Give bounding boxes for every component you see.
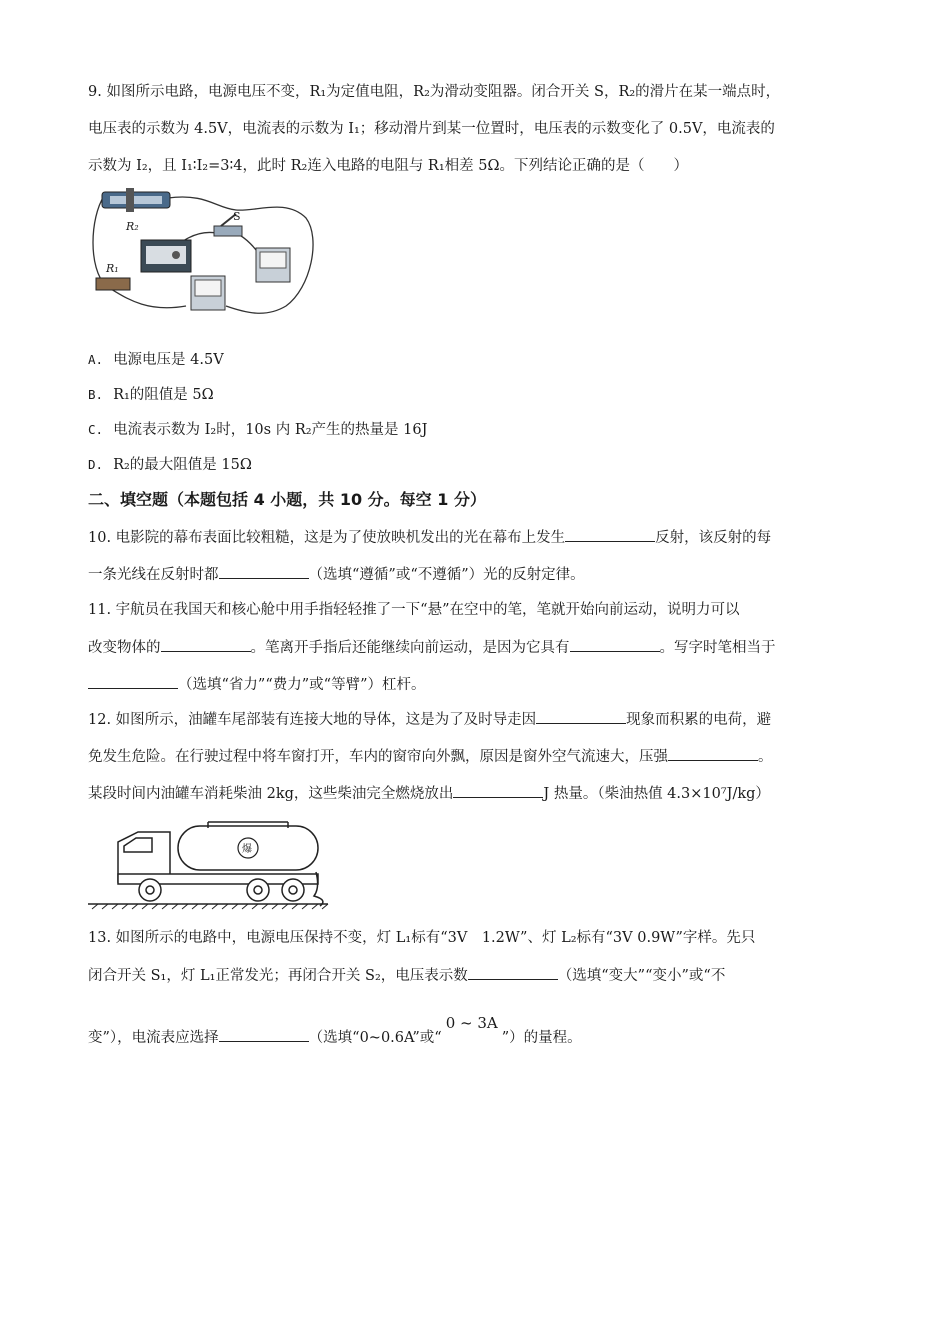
q12-line-3	[88, 783, 770, 804]
q11-blank-2[interactable]	[570, 637, 660, 652]
q13-text-3a: 变”），电流表应选择	[88, 1030, 219, 1046]
q9-line-1: 9. 如图所示电路，电源电压不变，R₁为定值电阻，R₂为滑动变阻器。闭合开关 S，R₂的滑片在某一端点时，	[88, 84, 781, 100]
q10-blank-1[interactable]	[565, 527, 655, 542]
option-letter: A.	[88, 352, 104, 367]
option-text: R₁的阻值是 5Ω	[113, 387, 214, 403]
q11-text-3: （选填“省力”“费力”或“等臂”）杠杆。	[178, 677, 426, 693]
q13-line-3	[88, 1014, 582, 1048]
q10-text-2b: （选填“遵循”或“不遵循”）光的反射定律。	[308, 567, 585, 583]
q12-text-2a: 免发生危险。在行驶过程中将车窗打开，车内的窗帘向外飘，原因是窗外空气流速大，压强	[88, 749, 668, 765]
label-r2: R₂	[126, 220, 139, 233]
label-r1: R₁	[106, 262, 119, 275]
q12-blank-1[interactable]	[536, 709, 626, 724]
option-text: 电流表示数为 I₂时，10s 内 R₂产生的热量是 16J	[113, 422, 428, 438]
q11-blank-1[interactable]	[161, 637, 251, 652]
q11-text-2c: 。写字时笔相当于	[659, 640, 776, 656]
q12-text-1b: 现象而积累的电荷，避	[626, 712, 772, 728]
option-letter: D.	[88, 457, 104, 472]
q13-line-2	[88, 965, 725, 986]
section-2-title: 二、填空题（本题包括 4 小题，共 10 分。每空 1 分）	[88, 490, 486, 509]
q10-text-1a: 10. 电影院的幕布表面比较粗糙，这是为了使放映机发出的光在幕布上发生	[88, 530, 566, 546]
q13-text-2b: （选填“变大”“变小”或“不	[557, 968, 726, 984]
q12-line-1	[88, 709, 771, 730]
q11-blank-3[interactable]	[88, 674, 178, 689]
q9-option-c[interactable]	[88, 420, 427, 440]
q12-text-3a: 某段时间内油罐车消耗柴油 2kg，这些柴油完全燃烧放出	[88, 786, 454, 802]
q13-text-3b: （选填“0~0.6A”或“	[308, 1030, 442, 1046]
option-letter: B.	[88, 387, 104, 402]
circuit-figure-q9	[86, 188, 326, 323]
q12-text-2b: 。	[758, 749, 773, 765]
q9-line-2: 电压表的示数为 4.5V，电流表的示数为 I₁；移动滑片到某一位置时，电压表的示数变化了 0.5V，电流表的	[88, 121, 775, 137]
option-text: R₂的最大阻值是 15Ω	[113, 457, 252, 473]
tank-warning-label: 爆	[242, 844, 252, 855]
q13-line-1: 13. 如图所示的电路中，电源电压保持不变，灯 L₁标有“3V 1.2W”、灯 L₂标有“3V 0.9W”字样。先只	[88, 930, 756, 946]
label-s: S	[233, 210, 241, 223]
q10-line-2	[88, 564, 585, 585]
q11-text-2a: 改变物体的	[88, 640, 161, 656]
q13-text-2a: 闭合开关 S₁，灯 L₁正常发光；再闭合开关 S₂，电压表示数	[88, 968, 468, 984]
q10-line-1	[88, 527, 771, 548]
resistor-r1	[96, 278, 130, 290]
option-letter: C.	[88, 422, 104, 437]
q9-option-b[interactable]	[88, 385, 214, 405]
q9-line-3: 示数为 I₂，且 I₁∶I₂=3∶4，此时 R₂连入电路的电阻与 R₁相差 5Ω。下列结论正确的是（ ）	[88, 158, 689, 174]
q13-blank-2[interactable]	[219, 1027, 309, 1042]
q12-text-1a: 12. 如图所示，油罐车尾部装有连接大地的导体，这是为了及时导走因	[88, 712, 537, 728]
q11-text-2b: 。笔离开手指后还能继续向前运动，是因为它具有	[250, 640, 570, 656]
q12-text-3b: J 热量。（柴油热值 4.3×10⁷J/kg）	[543, 786, 770, 802]
q12-blank-3[interactable]	[453, 783, 543, 798]
q10-text-2a: 一条光线在反射时都	[88, 567, 219, 583]
q12-line-2	[88, 746, 773, 767]
q11-line-3	[88, 674, 425, 695]
q12-blank-2[interactable]	[668, 746, 758, 761]
q11-line-2	[88, 637, 776, 658]
q13-text-3d: ”）的量程。	[501, 1030, 582, 1046]
q10-text-1b: 反射，该反射的每	[655, 530, 772, 546]
q13-blank-1[interactable]	[468, 965, 558, 980]
tanker-truck-figure	[88, 812, 338, 914]
switch-s	[214, 226, 242, 236]
q10-blank-2[interactable]	[219, 564, 309, 579]
q9-option-a[interactable]	[88, 350, 224, 370]
q11-line-1: 11. 宇航员在我国天和核心舱中用手指轻轻推了一下“悬”在空中的笔，笔就开始向前运动，说明力可以	[88, 602, 740, 618]
range-0-3a-label: 0 ~ 3A	[445, 1014, 498, 1032]
q9-option-d[interactable]	[88, 455, 252, 475]
option-text: 电源电压是 4.5V	[113, 352, 224, 368]
